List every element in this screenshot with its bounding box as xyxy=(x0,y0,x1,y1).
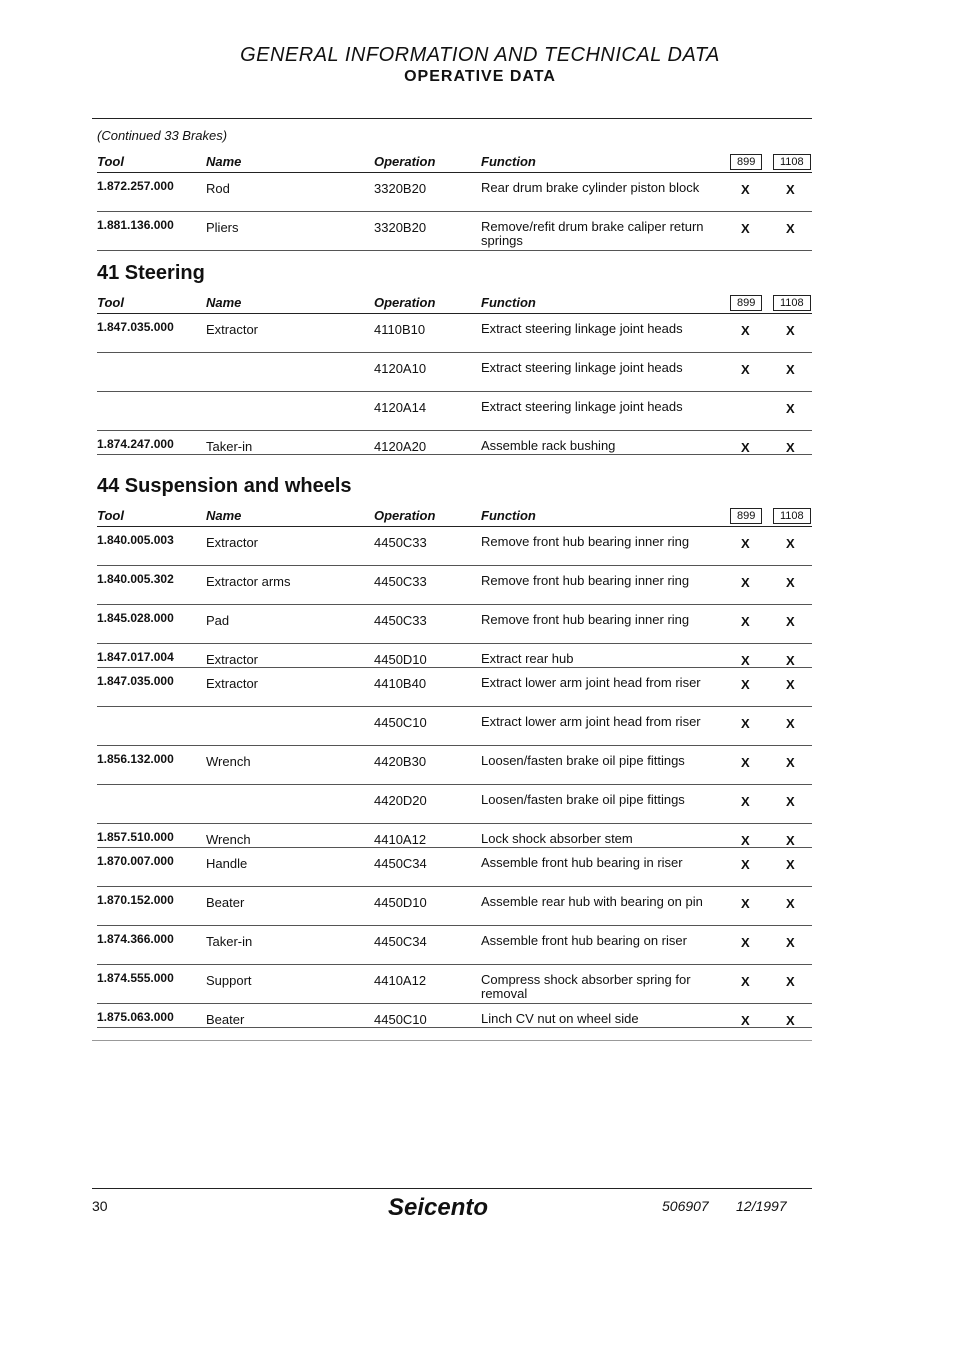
operation-code: 4450C33 xyxy=(374,613,427,628)
tool-name: Pliers xyxy=(206,220,239,235)
model-1108-mark: X xyxy=(786,857,795,872)
tool-number: 1.847.017.004 xyxy=(97,650,174,664)
tool-number: 1.874.366.000 xyxy=(97,932,174,946)
tool-number: 1.874.247.000 xyxy=(97,437,174,451)
section-title: 44 Suspension and wheels xyxy=(97,475,352,497)
operation-code: 4410B40 xyxy=(374,676,427,691)
operation-code: 4120A20 xyxy=(374,439,427,454)
function-text: Compress shock absorber spring for removal xyxy=(481,972,691,1001)
operation-code: 4450C10 xyxy=(374,715,427,730)
document-date: 12/1997 xyxy=(736,1198,787,1214)
col-tool: Tool xyxy=(97,154,124,169)
table-header xyxy=(97,291,812,314)
tool-number: 1.857.510.000 xyxy=(97,830,174,844)
operation-code: 4120A10 xyxy=(374,361,427,376)
operation-code: 4450C33 xyxy=(374,574,427,589)
brand-logo: Seicento xyxy=(388,1194,489,1221)
model-899-mark: X xyxy=(741,974,750,989)
model-1108-badge: 1108 xyxy=(773,154,811,170)
model-899-mark: X xyxy=(741,677,750,692)
table-row xyxy=(97,785,812,824)
model-1108-mark: X xyxy=(786,401,795,416)
table-row xyxy=(97,392,812,431)
function-text: Linch CV nut on wheel side xyxy=(481,1011,639,1026)
function-text: Loosen/fasten brake oil pipe fittings xyxy=(481,753,685,768)
suspension-section xyxy=(97,475,812,1028)
table-row xyxy=(97,605,812,644)
model-1108-mark: X xyxy=(786,716,795,731)
tool-number: 1.845.028.000 xyxy=(97,611,174,625)
tool-name: Pad xyxy=(206,613,230,628)
tool-number: 1.875.063.000 xyxy=(97,1010,174,1024)
col-function: Function xyxy=(481,508,536,523)
table-row xyxy=(97,644,812,668)
model-1108-mark: X xyxy=(786,362,795,377)
tool-number: 1.847.035.000 xyxy=(97,674,174,688)
page-title: GENERAL INFORMATION AND TECHNICAL DATA xyxy=(240,44,720,66)
model-899-badge: 899 xyxy=(730,295,762,311)
operation-code: 3320B20 xyxy=(374,220,427,235)
tool-name: Taker-in xyxy=(206,934,253,949)
tool-number: 1.847.035.000 xyxy=(97,320,174,334)
function-text: Extract steering linkage joint heads xyxy=(481,321,683,336)
tool-name: Extractor xyxy=(206,652,259,667)
operation-code: 4420B30 xyxy=(374,754,427,769)
function-text: Assemble rear hub with bearing on pin xyxy=(481,894,703,909)
function-text: Remove front hub bearing inner ring xyxy=(481,612,690,627)
footer-rule xyxy=(92,1188,812,1189)
model-899-mark: X xyxy=(741,221,750,236)
model-1108-badge: 1108 xyxy=(773,295,811,311)
table-row xyxy=(97,707,812,746)
tool-name: Beater xyxy=(206,895,245,910)
tool-name: Handle xyxy=(206,856,248,871)
model-899-mark: X xyxy=(741,833,750,848)
continued-note: (Continued 33 Brakes) xyxy=(97,128,228,143)
model-1108-badge: 1108 xyxy=(773,508,811,524)
tool-number: 1.874.555.000 xyxy=(97,971,174,985)
tool-name: Wrench xyxy=(206,832,251,847)
operation-code: 4450C10 xyxy=(374,1012,427,1027)
function-text: Assemble front hub bearing in riser xyxy=(481,855,683,870)
function-text: Extract lower arm joint head from riser xyxy=(481,675,701,690)
operation-code: 4450D10 xyxy=(374,652,427,667)
model-899-mark: X xyxy=(741,536,750,551)
table-row xyxy=(97,887,812,926)
operation-code: 4450C34 xyxy=(374,856,427,871)
model-899-mark: X xyxy=(741,323,750,338)
col-operation: Operation xyxy=(374,508,436,523)
function-text: Assemble rack bushing xyxy=(481,438,616,453)
table-row xyxy=(97,668,812,707)
tool-number: 1.881.136.000 xyxy=(97,218,174,232)
steering-table-body xyxy=(97,314,812,455)
model-1108-mark: X xyxy=(786,221,795,236)
tool-number: 1.840.005.003 xyxy=(97,533,174,547)
tool-number: 1.872.257.000 xyxy=(97,179,174,193)
model-899-mark: X xyxy=(741,653,750,668)
model-1108-mark: X xyxy=(786,536,795,551)
bottom-rule xyxy=(92,1040,812,1041)
table-row xyxy=(97,965,812,1004)
suspension-table-body xyxy=(97,527,812,1028)
model-1108-mark: X xyxy=(786,575,795,590)
brakes-section xyxy=(97,150,812,251)
col-name: Name xyxy=(206,154,242,169)
function-text: Remove/refit drum brake caliper return springs xyxy=(481,219,704,248)
function-text: Loosen/fasten brake oil pipe fittings xyxy=(481,792,685,807)
tool-name: Rod xyxy=(206,181,230,196)
table-row xyxy=(97,848,812,887)
col-tool: Tool xyxy=(97,295,124,310)
operation-code: 3320B20 xyxy=(374,181,427,196)
model-899-badge: 899 xyxy=(730,508,762,524)
tool-name: Extractor arms xyxy=(206,574,291,589)
tool-number: 1.870.152.000 xyxy=(97,893,174,907)
tool-name: Wrench xyxy=(206,754,251,769)
model-1108-mark: X xyxy=(786,323,795,338)
operation-code: 4420D20 xyxy=(374,793,427,808)
model-1108-mark: X xyxy=(786,794,795,809)
model-1108-mark: X xyxy=(786,653,795,668)
operation-code: 4410A12 xyxy=(374,832,427,847)
brakes-table-body xyxy=(97,173,812,251)
model-899-mark: X xyxy=(741,1013,750,1028)
model-899-mark: X xyxy=(741,362,750,377)
page-subtitle: OPERATIVE DATA xyxy=(404,68,556,85)
col-operation: Operation xyxy=(374,295,436,310)
model-1108-mark: X xyxy=(786,677,795,692)
model-899-mark: X xyxy=(741,794,750,809)
table-row xyxy=(97,314,812,353)
model-899-mark: X xyxy=(741,614,750,629)
page-number: 30 xyxy=(92,1198,108,1214)
function-text: Extract steering linkage joint heads xyxy=(481,360,683,375)
model-1108-mark: X xyxy=(786,1013,795,1028)
operation-code: 4450C33 xyxy=(374,535,427,550)
model-899-mark: X xyxy=(741,716,750,731)
model-899-mark: X xyxy=(741,896,750,911)
operation-code: 4450C34 xyxy=(374,934,427,949)
model-899-mark: X xyxy=(741,755,750,770)
function-text: Rear drum brake cylinder piston block xyxy=(481,180,700,195)
col-tool: Tool xyxy=(97,508,124,523)
tool-name: Taker-in xyxy=(206,439,253,454)
operation-code: 4450D10 xyxy=(374,895,427,910)
model-899-mark: X xyxy=(741,440,750,455)
function-text: Remove front hub bearing inner ring xyxy=(481,534,690,549)
function-text: Lock shock absorber stem xyxy=(481,831,633,846)
model-1108-mark: X xyxy=(786,755,795,770)
col-function: Function xyxy=(481,295,536,310)
tool-number: 1.870.007.000 xyxy=(97,854,174,868)
operation-code: 4110B10 xyxy=(374,322,426,337)
tool-number: 1.840.005.302 xyxy=(97,572,174,586)
tool-name: Extractor xyxy=(206,676,259,691)
col-name: Name xyxy=(206,295,242,310)
table-row xyxy=(97,566,812,605)
operation-code: 4410A12 xyxy=(374,973,427,988)
table-row xyxy=(97,212,812,251)
table-row xyxy=(97,353,812,392)
function-text: Extract rear hub xyxy=(481,651,574,666)
operation-code: 4120A14 xyxy=(374,400,427,415)
function-text: Extract steering linkage joint heads xyxy=(481,399,683,414)
model-899-mark: X xyxy=(741,857,750,872)
table-header xyxy=(97,150,812,173)
table-header xyxy=(97,504,812,527)
table-row xyxy=(97,173,812,212)
function-text: Remove front hub bearing inner ring xyxy=(481,573,690,588)
model-1108-mark: X xyxy=(786,974,795,989)
model-1108-mark: X xyxy=(786,935,795,950)
function-text: Assemble front hub bearing on riser xyxy=(481,933,687,948)
top-rule xyxy=(92,118,812,119)
model-899-badge: 899 xyxy=(730,154,762,170)
section-title: 41 Steering xyxy=(97,262,205,284)
model-1108-mark: X xyxy=(786,440,795,455)
model-899-mark: X xyxy=(741,935,750,950)
tool-name: Extractor xyxy=(206,322,259,337)
table-row xyxy=(97,926,812,965)
tool-name: Beater xyxy=(206,1012,245,1027)
col-name: Name xyxy=(206,508,242,523)
col-function: Function xyxy=(481,154,536,169)
col-operation: Operation xyxy=(374,154,436,169)
table-row xyxy=(97,527,812,566)
tool-name: Support xyxy=(206,973,252,988)
table-row xyxy=(97,824,812,848)
table-row xyxy=(97,1004,812,1028)
model-899-mark: X xyxy=(741,182,750,197)
model-1108-mark: X xyxy=(786,896,795,911)
model-1108-mark: X xyxy=(786,182,795,197)
table-row xyxy=(97,431,812,455)
model-1108-mark: X xyxy=(786,833,795,848)
tool-number: 1.856.132.000 xyxy=(97,752,174,766)
model-1108-mark: X xyxy=(786,614,795,629)
model-899-mark: X xyxy=(741,575,750,590)
table-row xyxy=(97,746,812,785)
steering-section xyxy=(97,262,812,455)
document-code: 506907 xyxy=(662,1198,709,1214)
function-text: Extract lower arm joint head from riser xyxy=(481,714,701,729)
tool-name: Extractor xyxy=(206,535,259,550)
